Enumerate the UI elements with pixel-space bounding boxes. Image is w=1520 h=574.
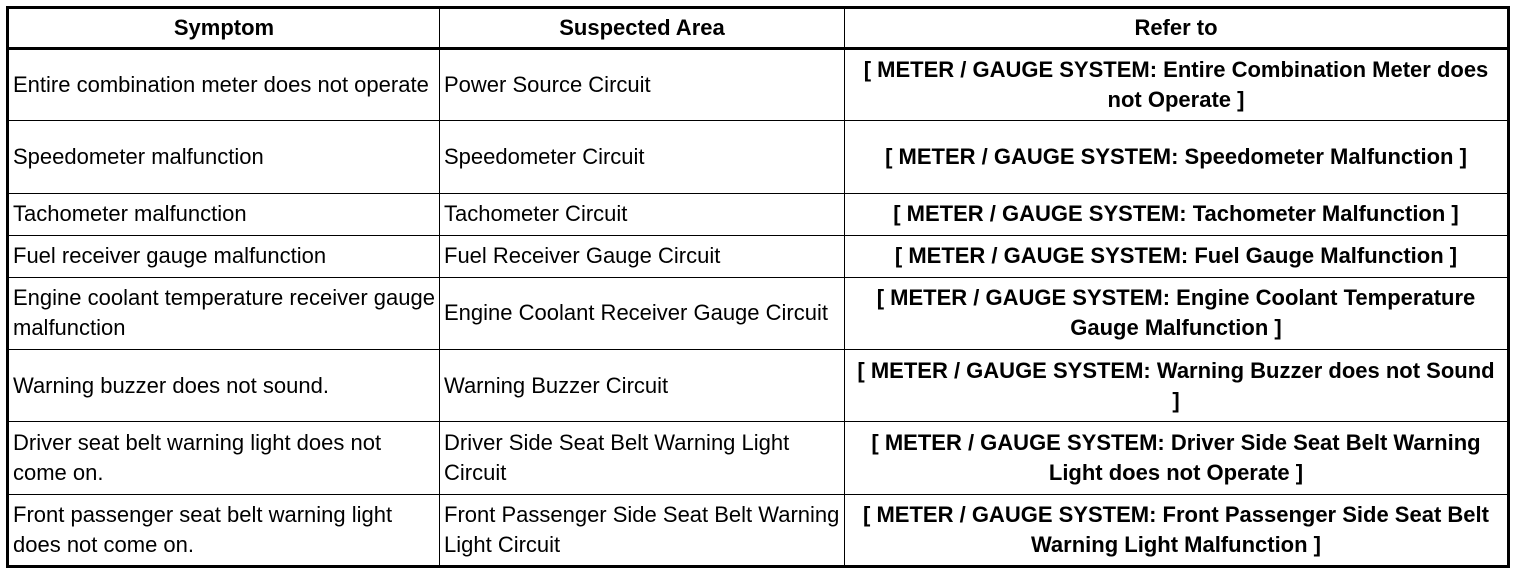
refer-to-link[interactable]: [ METER / GAUGE SYSTEM: Front Passenger Side Seat Belt Warning Light Malfunction ] bbox=[845, 494, 1509, 566]
suspected-area-cell: Power Source Circuit bbox=[440, 49, 845, 121]
symptom-cell: Tachometer malfunction bbox=[8, 193, 440, 235]
symptom-cell: Fuel receiver gauge malfunction bbox=[8, 235, 440, 277]
suspected-area-cell: Front Passenger Side Seat Belt Warning Light Circuit bbox=[440, 494, 845, 566]
suspected-area-cell: Engine Coolant Receiver Gauge Circuit bbox=[440, 277, 845, 349]
symptom-table bbox=[6, 6, 1510, 568]
table-row bbox=[8, 193, 1509, 235]
table-row bbox=[8, 422, 1509, 494]
table-row bbox=[8, 121, 1509, 193]
symptom-cell: Engine coolant temperature receiver gauge malfunction bbox=[8, 277, 440, 349]
refer-to-link[interactable]: [ METER / GAUGE SYSTEM: Driver Side Seat Belt Warning Light does not Operate ] bbox=[845, 422, 1509, 494]
refer-to-link[interactable]: [ METER / GAUGE SYSTEM: Fuel Gauge Malfunction ] bbox=[845, 235, 1509, 277]
header-suspected-area: Suspected Area bbox=[440, 8, 845, 49]
header-row bbox=[8, 8, 1509, 49]
refer-to-link[interactable]: [ METER / GAUGE SYSTEM: Engine Coolant Temperature Gauge Malfunction ] bbox=[845, 277, 1509, 349]
symptom-cell: Front passenger seat belt warning light does not come on. bbox=[8, 494, 440, 566]
table-row bbox=[8, 277, 1509, 349]
refer-to-link[interactable]: [ METER / GAUGE SYSTEM: Tachometer Malfunction ] bbox=[845, 193, 1509, 235]
suspected-area-cell: Warning Buzzer Circuit bbox=[440, 350, 845, 422]
suspected-area-cell: Speedometer Circuit bbox=[440, 121, 845, 193]
refer-to-link[interactable]: [ METER / GAUGE SYSTEM: Warning Buzzer does not Sound ] bbox=[845, 350, 1509, 422]
refer-to-link[interactable]: [ METER / GAUGE SYSTEM: Entire Combination Meter does not Operate ] bbox=[845, 49, 1509, 121]
symptom-cell: Driver seat belt warning light does not come on. bbox=[8, 422, 440, 494]
table-row bbox=[8, 350, 1509, 422]
suspected-area-cell: Driver Side Seat Belt Warning Light Circuit bbox=[440, 422, 845, 494]
symptom-cell: Entire combination meter does not operate bbox=[8, 49, 440, 121]
suspected-area-cell: Fuel Receiver Gauge Circuit bbox=[440, 235, 845, 277]
symptom-cell: Speedometer malfunction bbox=[8, 121, 440, 193]
table-row bbox=[8, 49, 1509, 121]
header-refer-to: Refer to bbox=[845, 8, 1509, 49]
suspected-area-cell: Tachometer Circuit bbox=[440, 193, 845, 235]
symptom-cell: Warning buzzer does not sound. bbox=[8, 350, 440, 422]
header-symptom: Symptom bbox=[8, 8, 440, 49]
table-row bbox=[8, 494, 1509, 566]
refer-to-link[interactable]: [ METER / GAUGE SYSTEM: Speedometer Malfunction ] bbox=[845, 121, 1509, 193]
table-row bbox=[8, 235, 1509, 277]
